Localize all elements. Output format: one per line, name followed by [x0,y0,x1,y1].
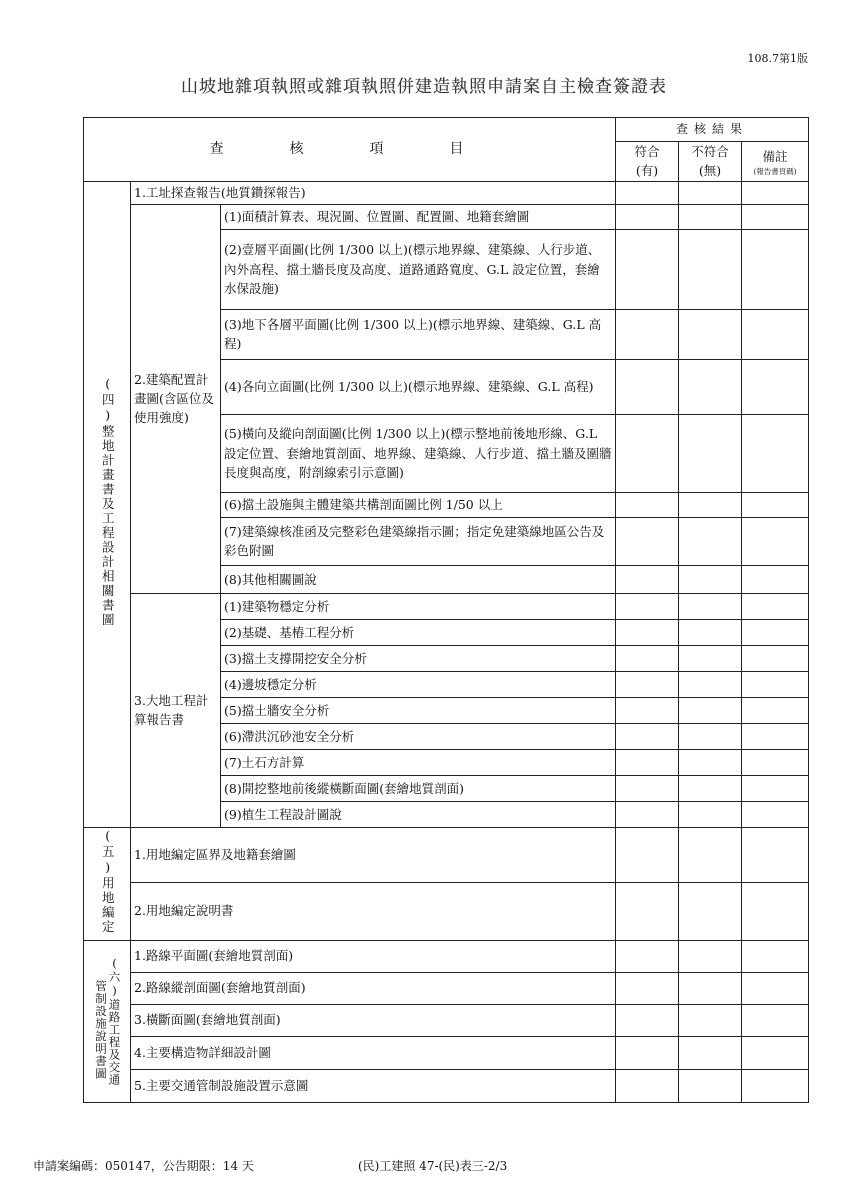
comply-cell[interactable] [616,749,679,775]
section4-group3-label: 3.大地工程計算報告書 [131,593,221,827]
comply-cell[interactable] [616,645,679,671]
noncomply-cell[interactable] [679,414,742,492]
remark-cell[interactable] [742,181,809,204]
comply-cell[interactable] [616,882,679,940]
noncomply-cell[interactable] [679,645,742,671]
form-code: (民)工建照 47-(民)表三-2/3 [358,1159,508,1173]
section4-group2-item: (4)各向立面圖(比例 1/300 以上)(標示地界線、建築線、G.L 高程) [221,359,616,414]
table-row [84,1004,809,1036]
noncomply-cell[interactable] [679,181,742,204]
noncomply-cell[interactable] [679,359,742,414]
form-title: 山坡地雜項執照或雜項執照併建造執照申請案自主檢查簽證表 [181,77,667,97]
remark-cell[interactable] [742,671,809,697]
remark-cell[interactable] [742,1036,809,1069]
comply-cell[interactable] [616,565,679,593]
section4-group3-item: (7)土石方計算 [221,749,616,775]
noncomply-cell[interactable] [679,619,742,645]
section4-group2-item: (7)建築線核准函及完整彩色建築線指示圖；指定免建築線地區公告及彩色附圖 [221,517,616,565]
noncomply-cell[interactable] [679,1069,742,1102]
noncomply-cell[interactable] [679,749,742,775]
table-row [84,972,809,1004]
header-comply: 符合 (有) [616,142,679,182]
comply-cell[interactable] [616,229,679,309]
noncomply-cell[interactable] [679,972,742,1004]
remark-cell[interactable] [742,359,809,414]
section4-group3-item: (4)邊坡穩定分析 [221,671,616,697]
table-row [84,1036,809,1069]
form-version: 108.7第1版 [747,52,808,65]
remark-cell[interactable] [742,492,809,517]
noncomply-cell[interactable] [679,204,742,229]
comply-cell[interactable] [616,204,679,229]
table-row [84,827,809,882]
remark-cell[interactable] [742,204,809,229]
header-noncomply: 不符合 (無) [679,142,742,182]
noncomply-cell[interactable] [679,1004,742,1036]
header-remark: 備註 (報告書頁碼) [742,142,809,182]
remark-cell[interactable] [742,1069,809,1102]
comply-cell[interactable] [616,181,679,204]
section4-group3-item: (6)滯洪沉砂池安全分析 [221,723,616,749]
noncomply-cell[interactable] [679,775,742,801]
remark-cell[interactable] [742,723,809,749]
section5-title: (五)用地編定 [84,827,131,940]
noncomply-cell[interactable] [679,309,742,359]
section5-item: 2.用地編定說明書 [131,882,616,940]
remark-cell[interactable] [742,517,809,565]
comply-cell[interactable] [616,671,679,697]
noncomply-cell[interactable] [679,801,742,827]
noncomply-cell[interactable] [679,593,742,619]
section4-group2-item: (3)地下各層平面圖(比例 1/300 以上)(標示地界線、建築線、G.L 高程) [221,309,616,359]
table-row [84,940,809,972]
table-row [84,882,809,940]
case-info: 申請案編碼：050147，公告期限：14 天 [33,1159,254,1173]
table-row [84,593,809,619]
noncomply-cell[interactable] [679,827,742,882]
remark-cell[interactable] [742,619,809,645]
section4-group2-item: (2)壹層平面圖(比例 1/300 以上)(標示地界線、建築線、人行步道、內外高程、擋土牆長度及高度、道路通路寬度、G.L 設定位置，套繪水保設施) [221,229,616,309]
noncomply-cell[interactable] [679,492,742,517]
comply-cell[interactable] [616,517,679,565]
header-result-column: 查核結果 [616,118,809,142]
section4-group3-item: (3)擋土支撐開挖安全分析 [221,645,616,671]
header-item-column: 查 核 項 目 [84,118,616,182]
comply-cell[interactable] [616,972,679,1004]
section4-group3-item: (5)擋土牆安全分析 [221,697,616,723]
section4-group2-item: (1)面積計算表、現況圖、位置圖、配置圖、地籍套繪圖 [221,204,616,229]
comply-cell[interactable] [616,309,679,359]
noncomply-cell[interactable] [679,940,742,972]
comply-cell[interactable] [616,1004,679,1036]
section6-item: 2.路線縱剖面圖(套繪地質剖面) [131,972,616,1004]
remark-cell[interactable] [742,309,809,359]
section4-group3-item: (8)開挖整地前後縱橫斷面圖(套繪地質剖面) [221,775,616,801]
remark-cell[interactable] [742,593,809,619]
noncomply-cell[interactable] [679,517,742,565]
checklist-table [83,117,809,1103]
comply-cell[interactable] [616,723,679,749]
comply-cell[interactable] [616,940,679,972]
section4-title: (四)整地計畫書及工程設計相關書圖 [84,181,131,827]
remark-cell[interactable] [742,882,809,940]
table-row [84,204,809,229]
remark-cell[interactable] [742,229,809,309]
remark-cell[interactable] [742,749,809,775]
remark-cell[interactable] [742,801,809,827]
table-row [84,1069,809,1102]
comply-cell[interactable] [616,827,679,882]
remark-cell[interactable] [742,697,809,723]
section4-group3-item: (2)基礎、基樁工程分析 [221,619,616,645]
remark-cell[interactable] [742,414,809,492]
section6-title: (六)道路工程及交通 管制設施說明書圖 [84,940,131,1102]
comply-cell[interactable] [616,801,679,827]
remark-cell[interactable] [742,972,809,1004]
remark-cell[interactable] [742,827,809,882]
remark-cell[interactable] [742,1004,809,1036]
table-row [84,181,809,204]
noncomply-cell[interactable] [679,229,742,309]
noncomply-cell[interactable] [679,1036,742,1069]
remark-cell[interactable] [742,565,809,593]
section4-group2-item: (6)擋土設施與主體建築共構剖面圖比例 1/50 以上 [221,492,616,517]
noncomply-cell[interactable] [679,723,742,749]
comply-cell[interactable] [616,1036,679,1069]
comply-cell[interactable] [616,1069,679,1102]
comply-cell[interactable] [616,697,679,723]
remark-cell[interactable] [742,645,809,671]
section4-item1: 1.工址探查報告(地質鑽探報告) [131,181,616,204]
section4-group2-item: (8)其他相關圖說 [221,565,616,593]
comply-cell[interactable] [616,593,679,619]
comply-cell[interactable] [616,414,679,492]
section4-group3-item: (1)建築物穩定分析 [221,593,616,619]
section5-item: 1.用地編定區界及地籍套繪圖 [131,827,616,882]
section6-item: 4.主要構造物詳細設計圖 [131,1036,616,1069]
noncomply-cell[interactable] [679,882,742,940]
noncomply-cell[interactable] [679,697,742,723]
noncomply-cell[interactable] [679,565,742,593]
remark-cell[interactable] [742,775,809,801]
section6-item: 5.主要交通管制設施設置示意圖 [131,1069,616,1102]
noncomply-cell[interactable] [679,671,742,697]
section6-item: 1.路線平面圖(套繪地質剖面) [131,940,616,972]
section4-group3-item: (9)植生工程設計圖說 [221,801,616,827]
comply-cell[interactable] [616,619,679,645]
comply-cell[interactable] [616,775,679,801]
section4-group2-item: (5)橫向及縱向剖面圖(比例 1/300 以上)(標示整地前後地形線、G.L 設定位置、套繪地質剖面、地界線、建築線、人行步道、擋土牆及圍牆長度與高度，附剖線索引示意圖) [221,414,616,492]
comply-cell[interactable] [616,492,679,517]
section6-item: 3.橫斷面圖(套繪地質剖面) [131,1004,616,1036]
remark-cell[interactable] [742,940,809,972]
section4-group2-label: 2.建築配置計畫圖(含區位及使用強度) [131,204,221,593]
comply-cell[interactable] [616,359,679,414]
